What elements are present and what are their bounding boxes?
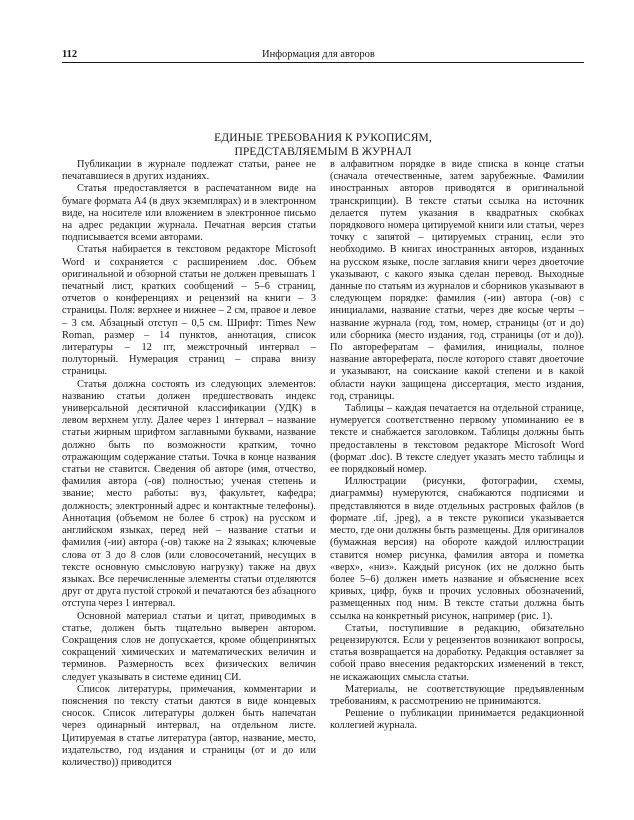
paragraph: Материалы, не соответствующие предъявленным требованиям, к рассмотрению не принимаются. <box>330 683 584 707</box>
paragraph: Иллюстрации (рисунки, фотографии, схемы, диаграммы) нумеруются, снабжаются подписями и представляются в виде отдельных растровых файлов (в формате .tif, .jpeg), а в тексте рукописи указывается место, где они должны быть размещены. Для оригиналов (бумажная версия) на обороте каждой иллюстрации ставится номер рисунка, фамилия автора и пометка «верх», «низ». Каждый рисунок (их не должно быть более 5–6) должен иметь название и объяснение всех кривых, цифр, букв и прочих условных обозначений, размещенных под ним. В тексте статьи должна быть ссылка на конкретный рисунок, например (рис. 1). <box>330 476 584 622</box>
article-title <box>62 131 584 159</box>
paragraph: Решение о публикации принимается редакционной коллегией журнала. <box>330 708 584 732</box>
page-number: 112 <box>62 49 78 60</box>
paragraph: Список литературы, примечания, комментарии и пояснения по тексту статьи даются в виде концевых сносок. Список литературы должен быть напечатан через одинарный интервал, на отдельном листе. Цитируемая в статье литература (автор, название, место, издательство, год издания и страницы (от и до или количество)) приводится <box>62 683 316 768</box>
title-line-2: ПРЕДСТАВЛЯЕМЫМ В ЖУРНАЛ <box>234 146 412 158</box>
paragraph-continued: в алфавитном порядке в виде списка в конце статьи (сначала отечественные, затем зарубежные. Фамилии иностранных авторов приводятся в оригинальной транскрипции). В тексте статьи ссылка на источник делается путем указания в квадратных скобках порядкового номера цитируемой книги или статьи, через точку с запятой – цитируемых страниц, если это необходимо. В книгах иностранных авторов, изданных на русском языке, после заглавия книги через двоеточие указывают, с какого языка сделан перевод. Выходные данные по статьям из журналов и сборников указывают в следующем порядке: фамилия (-ии) автора (-ов) с инициалами, название статьи, через две косые черты – название журнала (год, том, номер, страницы (от и до) или сборника (место издания, год, страницы (от и до)). По авторефератам – фамилия, инициалы, полное название автореферата, после которого ставят двоеточие и указывают, на соискание какой степени и в какой области науки защищена диссертация, место издания, год, страницы. <box>330 159 584 402</box>
left-column <box>62 159 316 769</box>
page-header <box>62 49 584 63</box>
paragraph: Статья предоставляется в распечатанном виде на бумаге формата А4 (в двух экземплярах) и в электронном виде, на носителе или вложением в электронное письмо на адрес редакции журнала. Печатная версия статьи подписывается всеми авторами. <box>62 183 316 244</box>
paragraph: Статья должна состоять из следующих элементов: названию статьи должен предшествовать индекс универсальной десятичной классификации (УДК) в левом верхнем углу. Далее через 1 интервал – название статьи жирным шрифтом заглавными буквами, название должно быть по возможности кратким, точно отражающим содержание статьи. Точка в конце названия статьи не ставится. Сведения об авторе (имя, отчество, фамилия автора (-ов) полностью; ученая степень и звание; место работы: вуз, факультет, кафедра; должность; электронный адрес и контактные телефоны). Аннотация (объемом не более 6 строк) на русском и английском языках, перед ней – название статьи и фамилия (-ии) автора (-ов) также на 2 языках; ключевые слова от 3 до 8 слов (или словосочетаний, несущих в тексте основную смысловую нагрузку) также на двух языках. Все перечисленные элементы статьи отделяются друг от друга пустой строкой и печатаются без абзацного отступа через 1 интервал. <box>62 378 316 610</box>
paragraph: Таблицы – каждая печатается на отдельной странице, нумеруется соответственно первому упоминанию ее в тексте и снабжается заголовком. Таблицы должны быть предоставлены в текстовом редакторе Microsoft Word (формат .doc). В тексте следует указать место таблицы и ее порядковый номер. <box>330 403 584 476</box>
running-head: Информация для авторов <box>262 49 375 60</box>
paragraph: Статья набирается в текстовом редакторе Microsoft Word и сохраняется с расширением .doc. Объем оригинальной и обзорной статьи не должен превышать 1 печатный лист, кратких сообщений – 5–6 страниц, отчетов о конференциях и рецензий на книги – 3 страницы. Поля: верхнее и нижнее – 2 см, правое и левое – 3 см. Абзацный отступ – 0,5 см. Шрифт: Times New Roman, размер – 14 пунктов, аннотация, список литературы – 12 пт, межстрочный интервал – полуторный. Нумерация страниц – справа внизу страницы. <box>62 244 316 378</box>
right-column <box>330 159 584 733</box>
paragraph: Статьи, поступившие в редакцию, обязательно рецензируются. Если у рецензентов возникают вопросы, статья возвращается на доработку. Редакция оставляет за собой право внесения редакторских изменений в текст, не искажающих смысла статьи. <box>330 622 584 683</box>
paragraph: Публикации в журнале подлежат статьи, ранее не печатавшиеся в других изданиях. <box>62 159 316 183</box>
header-rule <box>62 62 584 63</box>
paragraph: Основной материал статьи и цитат, приводимых в статье, должен быть тщательно выверен автором. Сокращения слов не допускается, кроме общепринятых сокращений химических и математических величин и терминов. Размерность всех физических величин следует указывать в системе единиц СИ. <box>62 610 316 683</box>
title-line-1: ЕДИНЫЕ ТРЕБОВАНИЯ К РУКОПИСЯМ, <box>214 132 432 144</box>
